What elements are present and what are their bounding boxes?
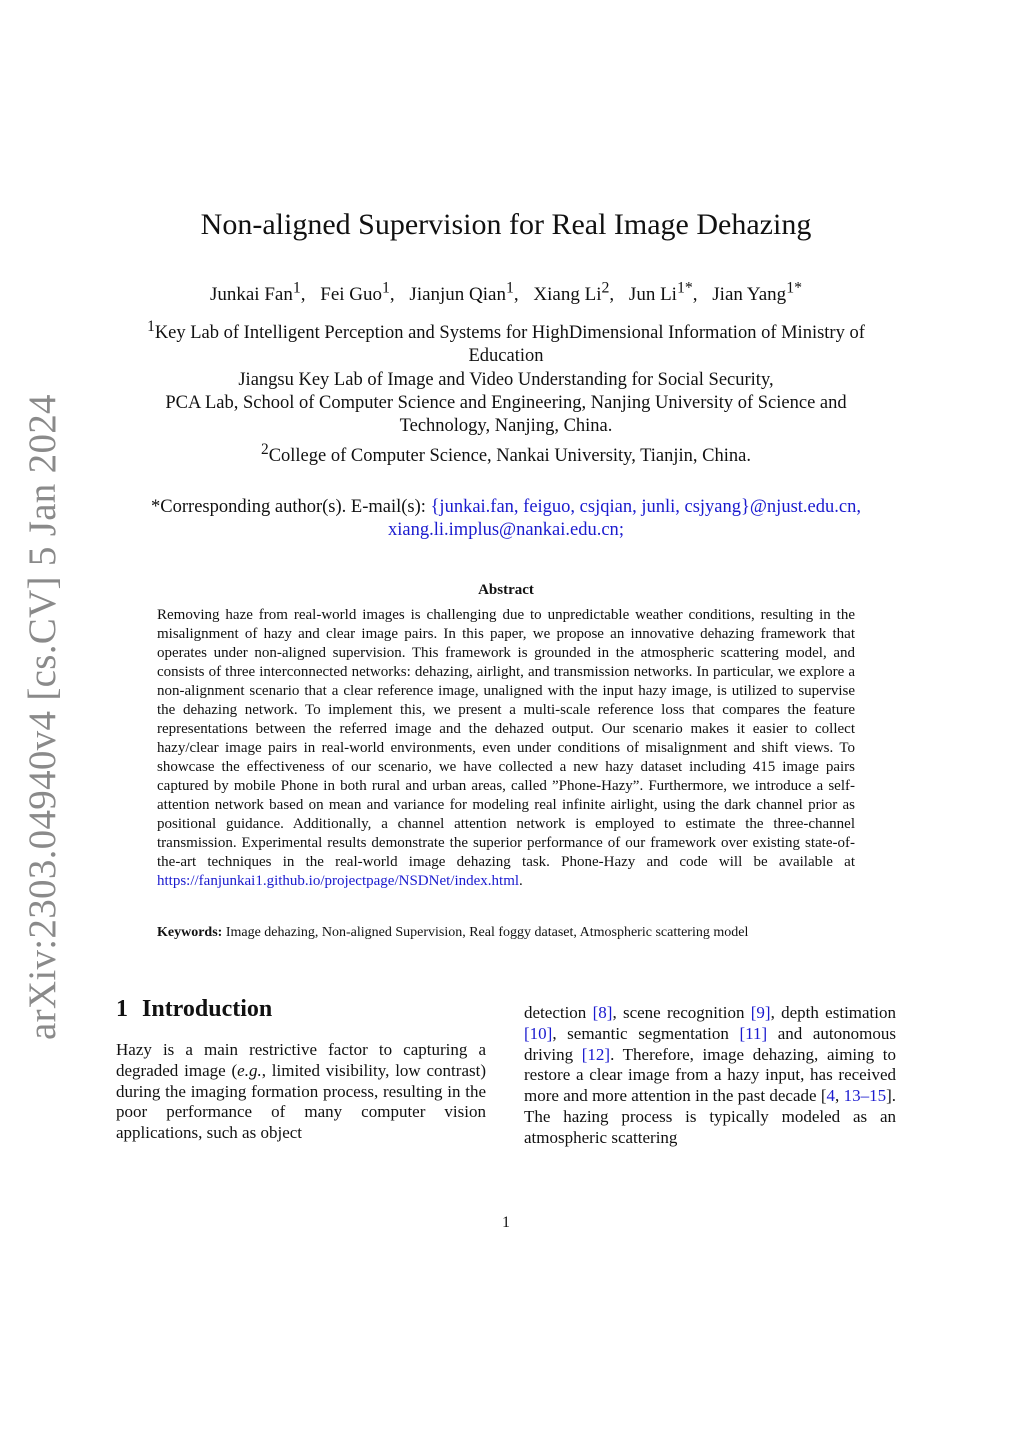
intro-right-column: detection [8], scene recognition [9], depth estimation [10], semantic segmentation [11] and autonomous driving [12]. Therefore, image dehazing, aiming to restore a clear image from a hazy input, has received more and more attention in the past decade [4, 13–15]. The hazing process is typically modeled as an atmospheric scattering: [524, 1003, 897, 1147]
citation-link[interactable]: [10]: [524, 1023, 553, 1043]
citation-link[interactable]: [12]: [581, 1044, 611, 1064]
section-heading: 1 Introduction: [116, 996, 273, 1022]
author-list: [0, 280, 1012, 306]
abstract-heading: Abstract: [478, 582, 534, 598]
author: Jianjun Qian$^1$,: [409, 280, 519, 306]
citation-link[interactable]: [9]: [750, 1003, 771, 1022]
corresponding-author: *Corresponding author(s). E-mail(s): {junkai.fan, feiguo, csjqian, junli, csjyang}@njust.edu.cn, xiang.li.implus@nankai.edu.cn;: [151, 497, 861, 540]
author: Jian Yang$^{1*}$: [712, 280, 803, 306]
citation-link[interactable]: 13–15: [843, 1086, 887, 1106]
citation-link[interactable]: 4: [826, 1086, 836, 1106]
keywords: Keywords: Image dehazing, Non-aligned Supervision, Real foggy dataset, Atmospheric scattering model: [157, 925, 749, 940]
paper-title: Non-aligned Supervision for Real Image Dehazing: [200, 208, 812, 241]
abstract-body: Removing haze from real-world images is challenging due to unpredictable weather conditions, resulting in the misalignment of hazy and clear image pairs. In this paper, we propose an innovative dehazing framework that operates under non-aligned supervision. This framework is grounded in the atmospheric scattering model, and consists of three interconnected networks: dehazing, airlight, and transmission networks. In particular, we explore a non-alignment scenario that a clear reference image, unaligned with the input hazy image, is utilized to supervise the dehazing network. To implement this, we present a multi-scale reference loss that compares the feature representations between the referred image and the dehazed output. Our scenario makes it easier to collect hazy/clear image pairs in real-world environments, even under conditions of misalignment and shift views. To showcase the effectiveness of our scenario, we have collected a new hazy dataset including 415 image pairs captured by mobile Phone in both rural and urban areas, called ”Phone-Hazy”. Furthermore, we introduce a self-attention network based on mean and variance for modeling real infinite airlight, using the dark channel prior as positional guidance. Additionally, a channel attention network is employed to estimate the three-channel transmission. Experimental results demonstrate the superior performance of our framework over existing state-of-the-art techniques in the real-world image dehazing task. Phone-Hazy and code will be available at https://fanjunkai1.github.io/projectpage/NSDNet/index.html.: [157, 607, 855, 889]
page-number: 1: [502, 1214, 510, 1231]
citation-link[interactable]: [8]: [592, 1003, 613, 1022]
author: Xiang Li$^2$,: [533, 280, 615, 306]
intro-left-column: Hazy is a main restrictive factor to capturing a degraded image (e.g., limited visibility, low contrast) during the imaging formation process, resulting in the poor performance of many computer vision applications, such as object: [116, 1040, 486, 1143]
project-link[interactable]: https://fanjunkai1.github.io/projectpage/NSDNet/index.html: [157, 873, 520, 889]
author: Jun $Li^{1*}$,: [628, 280, 698, 306]
author: Junkai Fan$^1$,: [209, 280, 306, 306]
affiliations: $^1$Key Lab of Intelligent Perception and Systems for HighDimensional Information of Ministry of Education Jiangsu Key Lab of Image and Video Understanding for Social Security, PCA Lab, School of Computer Science and Engineering, Nanjing University of Science and Technology, Nanjing, China. $^2$College of Computer Science, Nankai University, Tianjin, China.: [147, 318, 865, 467]
arxiv-sidebar-stamp: arXiv:2303.04940v4 [cs.CV] 5 Jan 2024: [21, 394, 64, 1040]
email-link[interactable]: {junkai.fan, feiguo, csjqian, junli, csjyang}@njust.edu.cn, xiang.li.implus@nankai.edu.cn: [388, 497, 861, 540]
citation-link[interactable]: [11]: [739, 1023, 768, 1043]
author: Fei Guo$^1$,: [320, 280, 395, 306]
